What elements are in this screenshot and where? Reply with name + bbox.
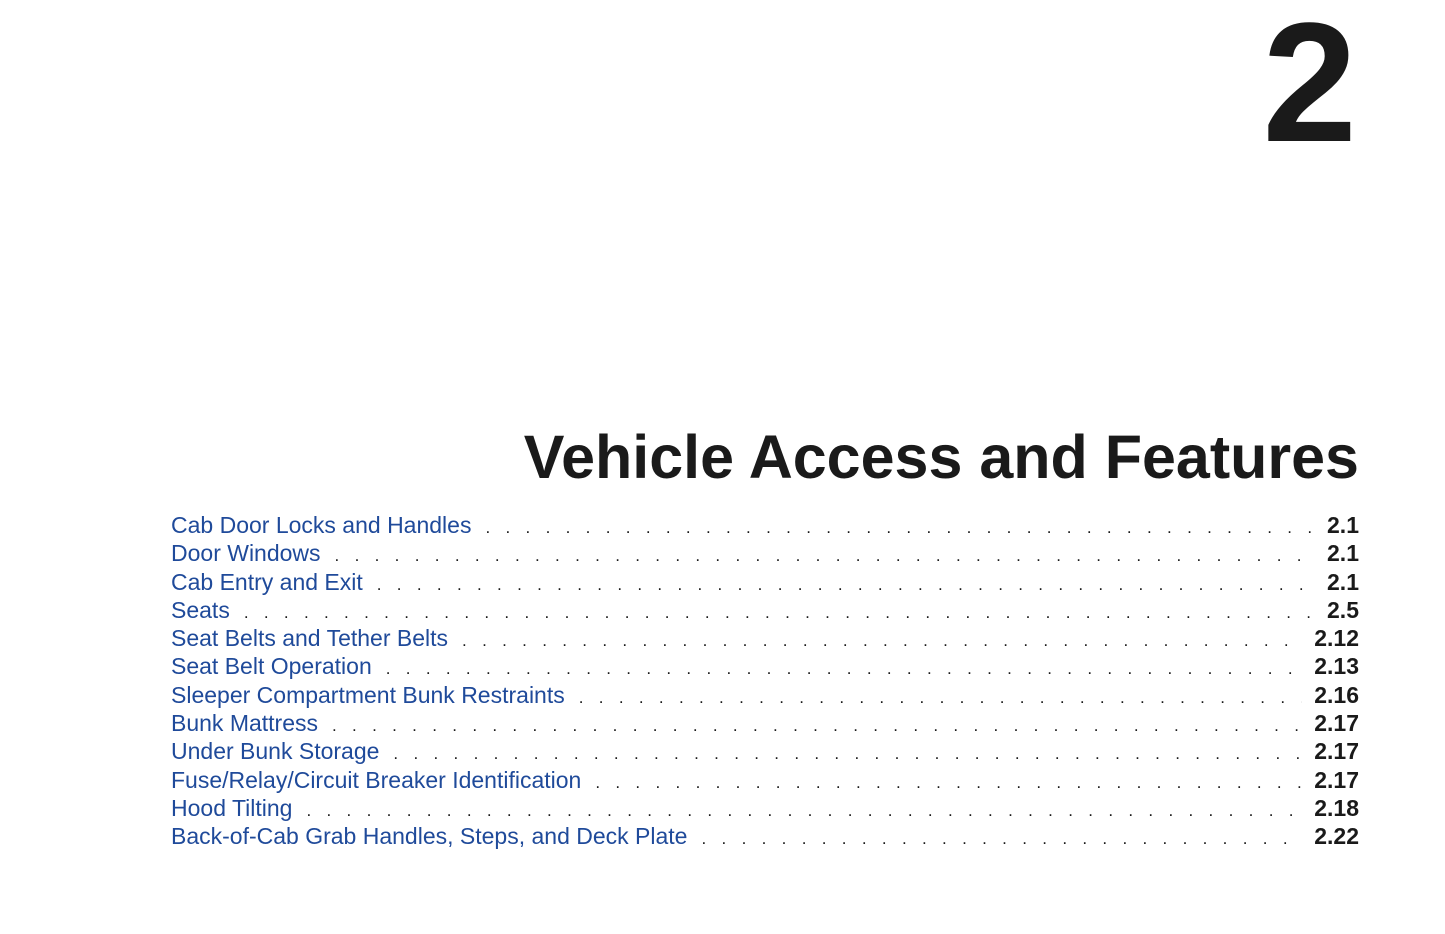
toc-entry-page: 2.1	[1327, 512, 1359, 538]
toc-entry-label[interactable]: Bunk Mattress	[171, 710, 318, 737]
toc-dot-leader	[462, 627, 1302, 655]
toc-entry-seats[interactable]	[171, 596, 1359, 624]
toc-entry-page: 2.17	[1314, 766, 1359, 793]
toc-entry-label[interactable]: Cab Door Locks and Handles	[171, 512, 472, 538]
toc-dot-leader	[579, 684, 1303, 712]
toc-entry-under-bunk-storage[interactable]	[171, 737, 1359, 765]
toc-entry-page: 2.22	[1314, 823, 1359, 850]
toc-entry-label[interactable]: Door Windows	[171, 540, 321, 567]
toc-entry-label[interactable]: Back-of-Cab Grab Handles, Steps, and Deck Plate	[171, 823, 688, 850]
toc-dot-leader	[244, 599, 1315, 627]
toc-entry-seat-belts-tether[interactable]	[171, 624, 1359, 652]
toc-entry-label[interactable]: Hood Tilting	[171, 794, 293, 821]
toc-entry-page: 2.18	[1314, 794, 1359, 821]
toc-dot-leader	[701, 825, 1302, 853]
toc-dot-leader	[306, 797, 1302, 825]
toc-entry-door-windows[interactable]	[171, 539, 1359, 567]
toc-entry-cab-door-locks[interactable]	[171, 511, 1359, 539]
toc-dot-leader	[377, 571, 1315, 599]
toc-entry-page: 2.16	[1314, 681, 1359, 708]
toc-dot-leader	[332, 712, 1302, 740]
toc-entry-page: 2.17	[1314, 738, 1359, 765]
chapter-number: 2	[1262, 0, 1357, 178]
toc-entry-label[interactable]: Seat Belt Operation	[171, 653, 372, 680]
chapter-title: Vehicle Access and Features	[523, 423, 1359, 491]
toc-dot-leader	[393, 740, 1302, 768]
toc-entry-page: 2.1	[1327, 568, 1359, 595]
toc-entry-seat-belt-operation[interactable]	[171, 652, 1359, 680]
toc-dot-leader	[595, 769, 1302, 797]
toc-dot-leader	[485, 514, 1315, 542]
toc-entry-page: 2.1	[1327, 540, 1359, 567]
toc-entry-label[interactable]: Sleeper Compartment Bunk Restraints	[171, 681, 565, 708]
toc-entry-bunk-restraints[interactable]	[171, 681, 1359, 709]
toc-entry-cab-entry-exit[interactable]	[171, 568, 1359, 596]
toc-entry-label[interactable]: Under Bunk Storage	[171, 738, 380, 765]
toc-entry-page: 2.17	[1314, 710, 1359, 737]
toc-entry-back-of-cab[interactable]	[171, 822, 1359, 850]
toc-entry-label[interactable]: Seats	[171, 596, 230, 623]
toc-entry-hood-tilting[interactable]	[171, 794, 1359, 822]
toc-entry-page: 2.12	[1314, 625, 1359, 652]
toc-entry-fuse-relay[interactable]	[171, 766, 1359, 794]
table-of-contents	[171, 511, 1359, 851]
toc-entry-label[interactable]: Seat Belts and Tether Belts	[171, 625, 449, 652]
toc-entry-label[interactable]: Fuse/Relay/Circuit Breaker Identification	[171, 766, 582, 793]
toc-dot-leader	[386, 655, 1303, 683]
toc-entry-page: 2.13	[1314, 653, 1359, 680]
toc-entry-bunk-mattress[interactable]	[171, 709, 1359, 737]
toc-dot-leader	[335, 542, 1315, 570]
toc-entry-label[interactable]: Cab Entry and Exit	[171, 568, 363, 595]
toc-entry-page: 2.5	[1327, 596, 1359, 623]
